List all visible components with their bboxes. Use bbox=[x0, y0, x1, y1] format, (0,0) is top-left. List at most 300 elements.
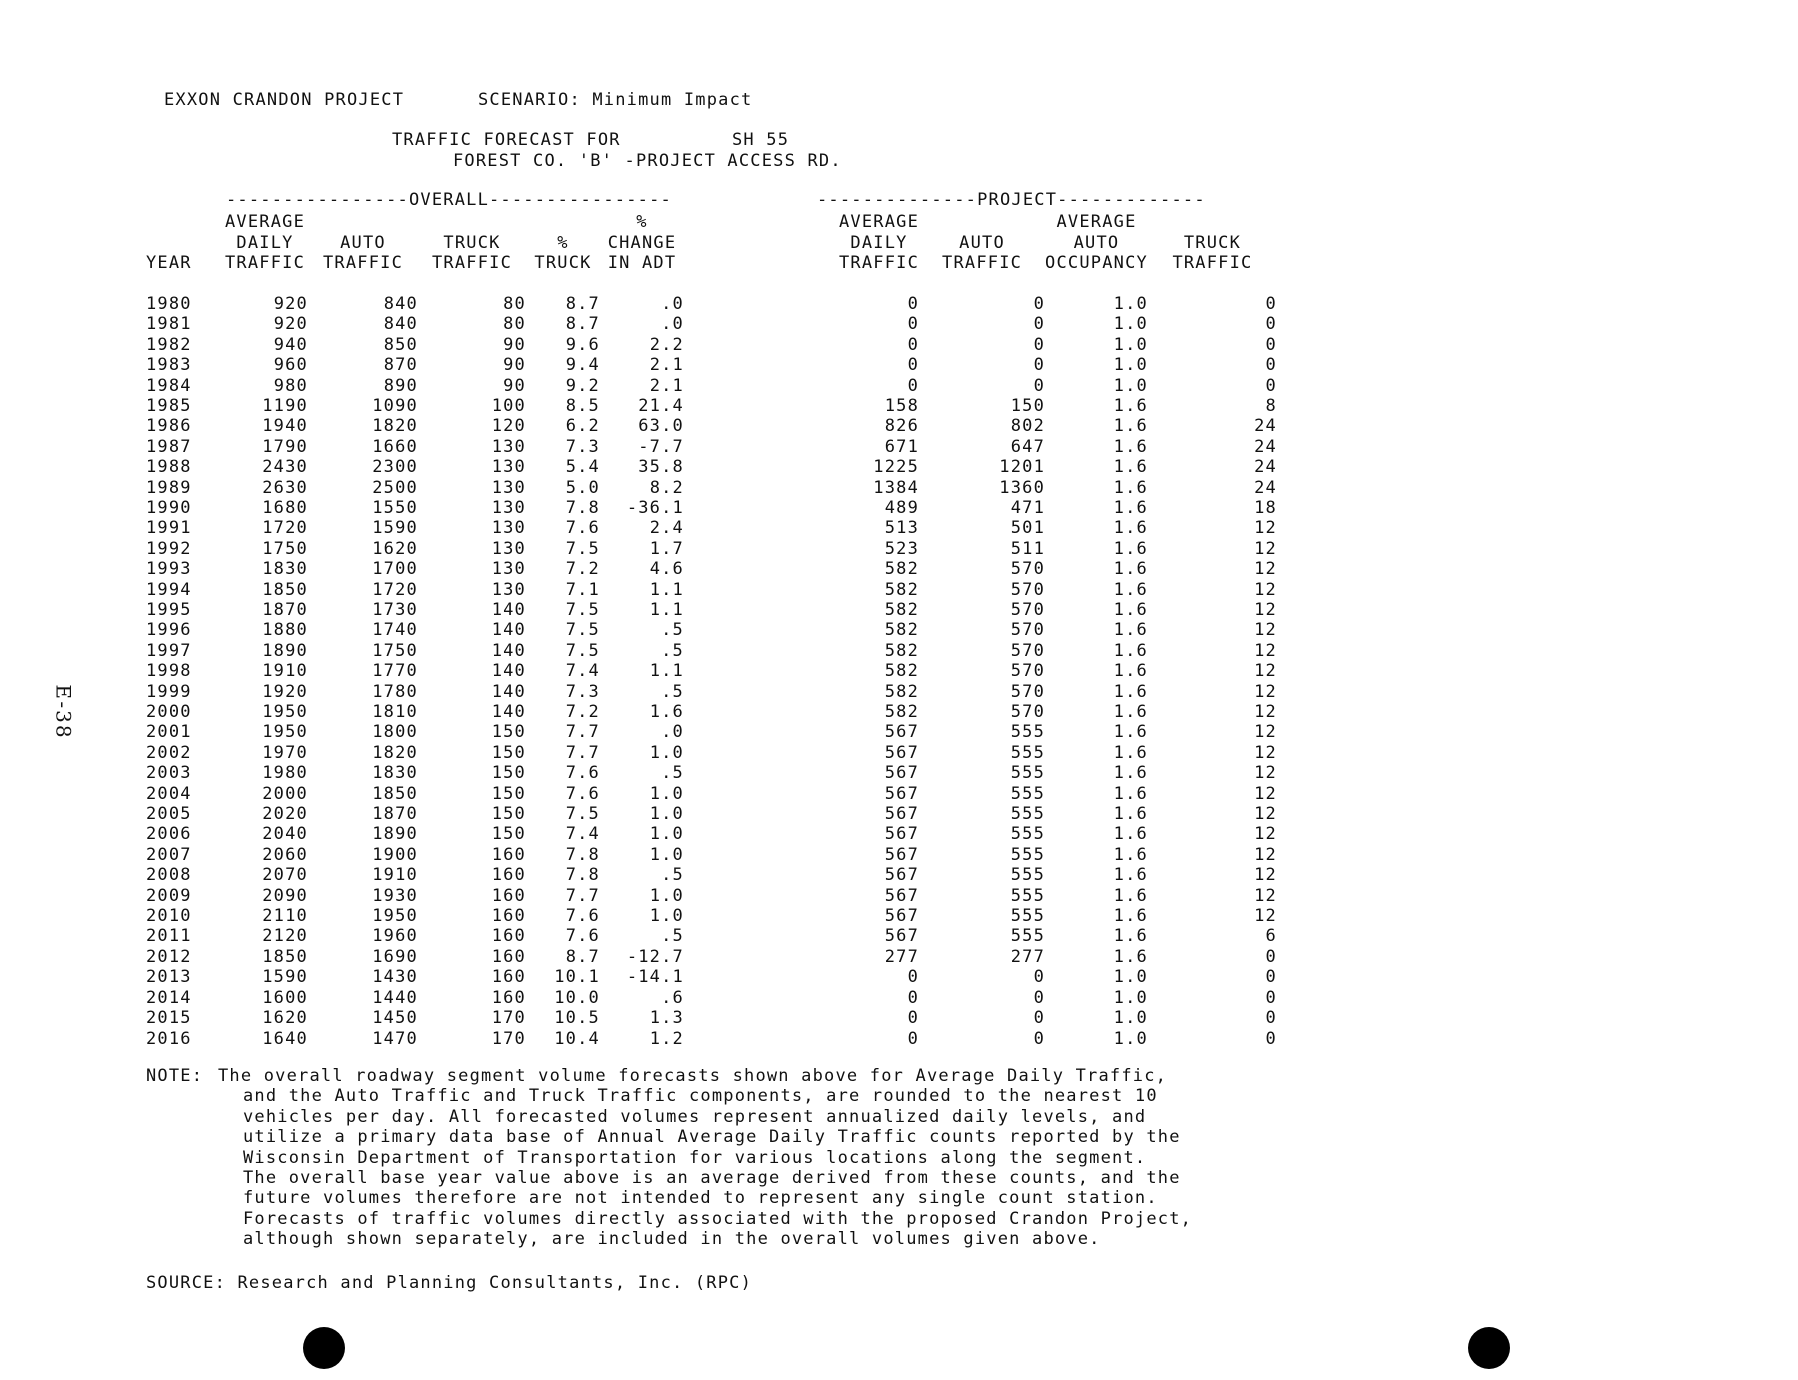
cell-adt: 1590 bbox=[262, 967, 308, 988]
cell-year: 2001 bbox=[146, 722, 192, 743]
cell-truck: 130 bbox=[491, 497, 526, 518]
cell-year: 2003 bbox=[146, 763, 192, 784]
cell-auto: 1730 bbox=[372, 599, 418, 620]
cell-year: 1993 bbox=[146, 559, 192, 580]
cell-year: 1988 bbox=[146, 457, 192, 478]
cell-auto: 1700 bbox=[372, 559, 418, 580]
cell-auto: 1950 bbox=[372, 906, 418, 927]
table-row bbox=[146, 947, 1277, 967]
cell-year: 2009 bbox=[146, 885, 192, 906]
cell-pct-truck: 7.7 bbox=[565, 885, 600, 906]
cell-project-adt: 489 bbox=[884, 497, 920, 518]
cell-year: 1999 bbox=[146, 681, 192, 702]
cell-adt: 2070 bbox=[262, 865, 308, 886]
cell-project-truck: 24 bbox=[1254, 436, 1277, 457]
cell-auto: 1850 bbox=[372, 783, 418, 804]
cell-pct-change: -7.7 bbox=[638, 436, 684, 457]
cell-pct-change: 1.1 bbox=[649, 599, 684, 620]
cell-adt: 1870 bbox=[262, 599, 308, 620]
cell-truck: 160 bbox=[491, 987, 526, 1008]
cell-truck: 160 bbox=[491, 946, 526, 967]
cell-adt: 1850 bbox=[262, 946, 308, 967]
cell-auto: 1470 bbox=[372, 1028, 418, 1049]
cell-project-adt: 567 bbox=[884, 763, 920, 784]
cell-project-adt: 582 bbox=[884, 620, 920, 641]
cell-project-auto: 511 bbox=[1010, 538, 1046, 559]
cell-adt: 980 bbox=[273, 375, 308, 396]
table-row bbox=[146, 661, 1277, 681]
cell-project-occupancy: 1.6 bbox=[1113, 620, 1148, 641]
cell-year: 1996 bbox=[146, 620, 192, 641]
cell-pct-change: 21.4 bbox=[638, 395, 684, 416]
table-row bbox=[146, 824, 1277, 844]
cell-project-truck: 12 bbox=[1254, 906, 1277, 927]
cell-project-occupancy: 1.6 bbox=[1113, 926, 1148, 947]
cell-project-truck: 0 bbox=[1265, 987, 1277, 1008]
cell-project-auto: 0 bbox=[1033, 375, 1046, 396]
cell-year: 1992 bbox=[146, 538, 192, 559]
cell-project-truck: 12 bbox=[1254, 640, 1277, 661]
cell-truck: 90 bbox=[503, 334, 526, 355]
cell-year: 2012 bbox=[146, 946, 192, 967]
table-row bbox=[146, 906, 1277, 926]
cell-adt: 1890 bbox=[262, 640, 308, 661]
cell-adt: 2040 bbox=[262, 824, 308, 845]
cell-project-auto: 555 bbox=[1010, 804, 1046, 825]
table-row bbox=[146, 376, 1277, 396]
cell-pct-truck: 7.8 bbox=[565, 497, 600, 518]
cell-project-truck: 0 bbox=[1265, 375, 1277, 396]
cell-pct-change: 1.2 bbox=[649, 1028, 684, 1049]
table-row bbox=[146, 355, 1277, 375]
cell-project-occupancy: 1.6 bbox=[1113, 559, 1148, 580]
cell-project-occupancy: 1.6 bbox=[1113, 661, 1148, 682]
cell-pct-change: 35.8 bbox=[638, 457, 684, 478]
note-body: and the Auto Traffic and Truck Traffic components, are rounded to the nearest 10 vehicles per day. All forecasted volumes represent annualized daily levels, and utilize a primary data base of Annual Average Daily Traffic counts reported by the Wisconsin Department of Transportation for various locations along the segment. The overall base year value above is an average derived from these counts, and the future volumes therefore are not intended to represent any single count station. Forecasts of traffic volumes directly associated with the proposed Crandon Project, although shown separately, are included in the overall volumes given above. bbox=[243, 1086, 1193, 1250]
table-row bbox=[146, 784, 1277, 804]
cell-project-truck: 24 bbox=[1254, 477, 1277, 498]
cell-project-adt: 0 bbox=[907, 987, 920, 1008]
cell-project-auto: 1360 bbox=[999, 477, 1046, 498]
cell-year: 2000 bbox=[146, 702, 192, 723]
side-page-number: E-38 bbox=[51, 684, 76, 740]
cell-pct-change: 1.0 bbox=[649, 844, 684, 865]
cell-auto: 840 bbox=[383, 314, 418, 335]
cell-project-truck: 0 bbox=[1265, 967, 1277, 988]
cell-project-occupancy: 1.6 bbox=[1113, 804, 1148, 825]
table-row bbox=[146, 763, 1277, 783]
cell-project-auto: 570 bbox=[1010, 702, 1046, 723]
cell-project-occupancy: 1.6 bbox=[1113, 824, 1148, 845]
cell-pct-change: 1.0 bbox=[649, 742, 684, 763]
cell-project-auto: 471 bbox=[1010, 497, 1046, 518]
cell-project-occupancy: 1.6 bbox=[1113, 885, 1148, 906]
cell-auto: 1930 bbox=[372, 885, 418, 906]
cell-project-occupancy: 1.0 bbox=[1113, 293, 1148, 314]
cell-project-adt: 567 bbox=[884, 865, 920, 886]
cell-pct-truck: 7.5 bbox=[565, 640, 600, 661]
table-row bbox=[146, 620, 1277, 640]
cell-pct-change: 2.2 bbox=[649, 334, 684, 355]
punch-hole-left bbox=[303, 1327, 345, 1369]
cell-truck: 140 bbox=[491, 640, 526, 661]
cell-project-adt: 567 bbox=[884, 844, 920, 865]
cell-pct-truck: 7.5 bbox=[565, 538, 600, 559]
cell-truck: 170 bbox=[491, 1008, 526, 1029]
cell-project-adt: 582 bbox=[884, 559, 920, 580]
cell-adt: 1970 bbox=[262, 742, 308, 763]
cell-project-auto: 570 bbox=[1010, 599, 1046, 620]
cell-project-adt: 0 bbox=[907, 293, 920, 314]
cell-pct-truck: 7.3 bbox=[565, 681, 600, 702]
cell-year: 1994 bbox=[146, 579, 192, 600]
route-label: SH 55 bbox=[732, 130, 790, 150]
cell-year: 1980 bbox=[146, 293, 192, 314]
cell-pct-change: 8.2 bbox=[649, 477, 684, 498]
source-line: SOURCE: Research and Planning Consultants, Inc. (RPC) bbox=[146, 1273, 753, 1293]
cell-pct-truck: 7.5 bbox=[565, 620, 600, 641]
cell-auto: 1870 bbox=[372, 804, 418, 825]
cell-year: 2005 bbox=[146, 804, 192, 825]
cell-truck: 140 bbox=[491, 702, 526, 723]
cell-pct-truck: 8.7 bbox=[565, 314, 600, 335]
cell-adt: 2020 bbox=[262, 804, 308, 825]
cell-project-adt: 582 bbox=[884, 681, 920, 702]
table-row bbox=[146, 457, 1277, 477]
cell-pct-truck: 7.7 bbox=[565, 722, 600, 743]
cell-truck: 130 bbox=[491, 457, 526, 478]
cell-project-auto: 0 bbox=[1033, 293, 1046, 314]
cell-project-adt: 0 bbox=[907, 1008, 920, 1029]
cell-pct-change: 2.4 bbox=[649, 518, 684, 539]
cell-project-auto: 1201 bbox=[999, 457, 1046, 478]
table-row bbox=[146, 682, 1277, 702]
cell-year: 2006 bbox=[146, 824, 192, 845]
cell-auto: 870 bbox=[383, 355, 418, 376]
cell-auto: 1830 bbox=[372, 763, 418, 784]
cell-project-occupancy: 1.0 bbox=[1113, 314, 1148, 335]
cell-year: 2007 bbox=[146, 844, 192, 865]
cell-project-adt: 1384 bbox=[873, 477, 920, 498]
cell-project-truck: 12 bbox=[1254, 538, 1277, 559]
cell-adt: 1640 bbox=[262, 1028, 308, 1049]
cell-project-adt: 0 bbox=[907, 334, 920, 355]
cell-truck: 150 bbox=[491, 722, 526, 743]
cell-pct-truck: 7.4 bbox=[565, 661, 600, 682]
cell-pct-change: 2.1 bbox=[649, 375, 684, 396]
cell-project-occupancy: 1.0 bbox=[1113, 375, 1148, 396]
cell-adt: 2060 bbox=[262, 844, 308, 865]
table-row bbox=[146, 600, 1277, 620]
cell-project-auto: 555 bbox=[1010, 844, 1046, 865]
cell-truck: 150 bbox=[491, 783, 526, 804]
cell-truck: 120 bbox=[491, 416, 526, 437]
cell-project-truck: 12 bbox=[1254, 661, 1277, 682]
cell-pct-change: -36.1 bbox=[626, 497, 684, 518]
cell-truck: 150 bbox=[491, 824, 526, 845]
table-row bbox=[146, 580, 1277, 600]
cell-project-adt: 582 bbox=[884, 579, 920, 600]
col-header-project-auto: AUTO TRAFFIC bbox=[942, 232, 1023, 273]
cell-project-adt: 523 bbox=[884, 538, 920, 559]
cell-year: 1995 bbox=[146, 599, 192, 620]
cell-auto: 1900 bbox=[372, 844, 418, 865]
cell-pct-change: 1.0 bbox=[649, 804, 684, 825]
cell-pct-truck: 7.1 bbox=[565, 579, 600, 600]
cell-year: 1991 bbox=[146, 518, 192, 539]
table-row bbox=[146, 478, 1277, 498]
cell-project-auto: 555 bbox=[1010, 865, 1046, 886]
cell-project-adt: 567 bbox=[884, 926, 920, 947]
cell-pct-truck: 7.2 bbox=[565, 559, 600, 580]
cell-project-truck: 12 bbox=[1254, 518, 1277, 539]
cell-project-occupancy: 1.6 bbox=[1113, 865, 1148, 886]
cell-auto: 890 bbox=[383, 375, 418, 396]
cell-truck: 160 bbox=[491, 885, 526, 906]
cell-project-auto: 0 bbox=[1033, 987, 1046, 1008]
cell-project-adt: 0 bbox=[907, 375, 920, 396]
cell-auto: 850 bbox=[383, 334, 418, 355]
cell-project-truck: 12 bbox=[1254, 885, 1277, 906]
cell-pct-change: .5 bbox=[661, 681, 684, 702]
table-row bbox=[146, 886, 1277, 906]
cell-pct-truck: 8.7 bbox=[565, 293, 600, 314]
cell-project-truck: 12 bbox=[1254, 742, 1277, 763]
cell-project-truck: 12 bbox=[1254, 783, 1277, 804]
cell-pct-truck: 7.6 bbox=[565, 763, 600, 784]
cell-project-adt: 582 bbox=[884, 599, 920, 620]
cell-pct-truck: 10.4 bbox=[554, 1028, 600, 1049]
cell-truck: 150 bbox=[491, 742, 526, 763]
cell-adt: 1720 bbox=[262, 518, 308, 539]
cell-project-adt: 158 bbox=[884, 395, 920, 416]
cell-project-truck: 12 bbox=[1254, 599, 1277, 620]
cell-truck: 130 bbox=[491, 579, 526, 600]
cell-year: 2016 bbox=[146, 1028, 192, 1049]
cell-pct-change: .5 bbox=[661, 926, 684, 947]
cell-pct-change: 63.0 bbox=[638, 416, 684, 437]
cell-pct-change: .5 bbox=[661, 865, 684, 886]
cell-auto: 1800 bbox=[372, 722, 418, 743]
table-row bbox=[146, 1029, 1277, 1049]
cell-project-auto: 0 bbox=[1033, 355, 1046, 376]
cell-project-truck: 0 bbox=[1265, 946, 1277, 967]
cell-year: 1981 bbox=[146, 314, 192, 335]
cell-project-auto: 570 bbox=[1010, 559, 1046, 580]
cell-project-auto: 570 bbox=[1010, 661, 1046, 682]
table-header-row bbox=[146, 212, 1277, 274]
cell-year: 2015 bbox=[146, 1008, 192, 1029]
cell-pct-change: 2.1 bbox=[649, 355, 684, 376]
cell-auto: 1960 bbox=[372, 926, 418, 947]
cell-project-occupancy: 1.6 bbox=[1113, 599, 1148, 620]
cell-adt: 2090 bbox=[262, 885, 308, 906]
cell-truck: 90 bbox=[503, 355, 526, 376]
cell-year: 1989 bbox=[146, 477, 192, 498]
cell-project-truck: 0 bbox=[1265, 1028, 1277, 1049]
cell-pct-change: 1.1 bbox=[649, 579, 684, 600]
cell-adt: 1680 bbox=[262, 497, 308, 518]
cell-project-auto: 555 bbox=[1010, 783, 1046, 804]
cell-project-adt: 567 bbox=[884, 906, 920, 927]
cell-adt: 1600 bbox=[262, 987, 308, 1008]
cell-project-auto: 0 bbox=[1033, 314, 1046, 335]
table-row bbox=[146, 967, 1277, 987]
cell-pct-change: -12.7 bbox=[626, 946, 684, 967]
cell-project-occupancy: 1.6 bbox=[1113, 538, 1148, 559]
cell-pct-change: .0 bbox=[661, 722, 684, 743]
cell-pct-change: 4.6 bbox=[649, 559, 684, 580]
table-row bbox=[146, 294, 1277, 314]
cell-year: 1984 bbox=[146, 375, 192, 396]
cell-truck: 80 bbox=[503, 293, 526, 314]
cell-project-occupancy: 1.6 bbox=[1113, 844, 1148, 865]
cell-adt: 1920 bbox=[262, 681, 308, 702]
cell-year: 1987 bbox=[146, 436, 192, 457]
cell-auto: 1660 bbox=[372, 436, 418, 457]
cell-project-adt: 0 bbox=[907, 314, 920, 335]
cell-project-occupancy: 1.6 bbox=[1113, 579, 1148, 600]
cell-project-auto: 555 bbox=[1010, 742, 1046, 763]
col-header-adt: AVERAGE DAILY TRAFFIC bbox=[224, 212, 306, 273]
cell-auto: 1780 bbox=[372, 681, 418, 702]
cell-project-auto: 570 bbox=[1010, 579, 1046, 600]
cell-auto: 1450 bbox=[372, 1008, 418, 1029]
cell-pct-truck: 5.0 bbox=[565, 477, 600, 498]
col-header-year: YEAR bbox=[146, 253, 192, 273]
cell-project-auto: 555 bbox=[1010, 824, 1046, 845]
cell-auto: 1090 bbox=[372, 395, 418, 416]
cell-pct-truck: 7.5 bbox=[565, 804, 600, 825]
project-group-header: --------------PROJECT------------- bbox=[817, 190, 1206, 210]
cell-project-occupancy: 1.0 bbox=[1113, 334, 1148, 355]
cell-adt: 1980 bbox=[262, 763, 308, 784]
cell-truck: 160 bbox=[491, 844, 526, 865]
cell-year: 2011 bbox=[146, 926, 192, 947]
cell-auto: 1550 bbox=[372, 497, 418, 518]
cell-adt: 920 bbox=[273, 314, 308, 335]
cell-project-truck: 0 bbox=[1265, 355, 1277, 376]
cell-project-auto: 0 bbox=[1033, 334, 1046, 355]
cell-project-adt: 567 bbox=[884, 742, 920, 763]
cell-year: 2010 bbox=[146, 906, 192, 927]
cell-pct-change: 1.6 bbox=[649, 702, 684, 723]
cell-project-occupancy: 1.0 bbox=[1113, 1008, 1148, 1029]
cell-truck: 160 bbox=[491, 926, 526, 947]
cell-truck: 160 bbox=[491, 967, 526, 988]
cell-project-truck: 12 bbox=[1254, 620, 1277, 641]
project-title: EXXON CRANDON PROJECT bbox=[164, 90, 405, 110]
cell-year: 1982 bbox=[146, 334, 192, 355]
cell-project-auto: 555 bbox=[1010, 885, 1046, 906]
cell-pct-truck: 7.8 bbox=[565, 865, 600, 886]
cell-truck: 150 bbox=[491, 763, 526, 784]
cell-project-truck: 12 bbox=[1254, 681, 1277, 702]
col-header-pct-change: % CHANGE IN ADT bbox=[607, 212, 677, 273]
cell-project-occupancy: 1.6 bbox=[1113, 457, 1148, 478]
table-row bbox=[146, 498, 1277, 518]
cell-adt: 1830 bbox=[262, 559, 308, 580]
cell-project-truck: 12 bbox=[1254, 702, 1277, 723]
cell-project-occupancy: 1.6 bbox=[1113, 640, 1148, 661]
table-row bbox=[146, 865, 1277, 885]
cell-pct-change: .5 bbox=[661, 620, 684, 641]
cell-project-truck: 24 bbox=[1254, 457, 1277, 478]
cell-pct-truck: 7.6 bbox=[565, 926, 600, 947]
table-body bbox=[146, 294, 1277, 1049]
cell-project-occupancy: 1.6 bbox=[1113, 763, 1148, 784]
cell-truck: 140 bbox=[491, 620, 526, 641]
cell-project-truck: 12 bbox=[1254, 559, 1277, 580]
cell-auto: 1430 bbox=[372, 967, 418, 988]
cell-project-occupancy: 1.6 bbox=[1113, 681, 1148, 702]
cell-auto: 1690 bbox=[372, 946, 418, 967]
cell-pct-truck: 8.5 bbox=[565, 395, 600, 416]
col-header-truck: TRUCK TRAFFIC bbox=[431, 232, 513, 273]
cell-truck: 130 bbox=[491, 518, 526, 539]
cell-adt: 940 bbox=[273, 334, 308, 355]
cell-project-auto: 647 bbox=[1010, 436, 1046, 457]
cell-auto: 1820 bbox=[372, 416, 418, 437]
cell-pct-change: 1.0 bbox=[649, 906, 684, 927]
cell-project-auto: 802 bbox=[1010, 416, 1046, 437]
col-header-pct-truck: % TRUCK bbox=[534, 232, 592, 273]
cell-year: 2014 bbox=[146, 987, 192, 1008]
cell-year: 1986 bbox=[146, 416, 192, 437]
cell-project-occupancy: 1.6 bbox=[1113, 946, 1148, 967]
cell-pct-change: 1.1 bbox=[649, 661, 684, 682]
cell-year: 1998 bbox=[146, 661, 192, 682]
cell-adt: 2000 bbox=[262, 783, 308, 804]
cell-pct-change: 1.0 bbox=[649, 783, 684, 804]
cell-project-occupancy: 1.6 bbox=[1113, 906, 1148, 927]
cell-pct-truck: 7.6 bbox=[565, 783, 600, 804]
forecast-title-line2: FOREST CO. 'B' -PROJECT ACCESS RD. bbox=[453, 151, 842, 171]
table-row bbox=[146, 1008, 1277, 1028]
col-header-project-truck: TRUCK TRAFFIC bbox=[1172, 232, 1253, 273]
cell-pct-change: .0 bbox=[661, 314, 684, 335]
cell-pct-truck: 7.2 bbox=[565, 702, 600, 723]
table-row bbox=[146, 743, 1277, 763]
cell-truck: 90 bbox=[503, 375, 526, 396]
cell-project-truck: 12 bbox=[1254, 804, 1277, 825]
cell-truck: 130 bbox=[491, 436, 526, 457]
cell-project-auto: 0 bbox=[1033, 1028, 1046, 1049]
cell-truck: 80 bbox=[503, 314, 526, 335]
cell-project-truck: 24 bbox=[1254, 416, 1277, 437]
cell-project-adt: 567 bbox=[884, 722, 920, 743]
cell-project-occupancy: 1.0 bbox=[1113, 355, 1148, 376]
cell-year: 2002 bbox=[146, 742, 192, 763]
cell-project-auto: 570 bbox=[1010, 620, 1046, 641]
cell-adt: 1950 bbox=[262, 702, 308, 723]
cell-pct-truck: 9.6 bbox=[565, 334, 600, 355]
cell-auto: 1620 bbox=[372, 538, 418, 559]
cell-project-occupancy: 1.6 bbox=[1113, 416, 1148, 437]
cell-pct-truck: 10.0 bbox=[554, 987, 600, 1008]
cell-project-auto: 555 bbox=[1010, 906, 1046, 927]
col-header-auto: AUTO TRAFFIC bbox=[322, 232, 404, 273]
cell-auto: 1770 bbox=[372, 661, 418, 682]
traffic-forecast-table bbox=[146, 212, 1277, 1049]
cell-pct-change: -14.1 bbox=[626, 967, 684, 988]
cell-truck: 140 bbox=[491, 599, 526, 620]
cell-project-adt: 567 bbox=[884, 824, 920, 845]
cell-adt: 1950 bbox=[262, 722, 308, 743]
cell-year: 1983 bbox=[146, 355, 192, 376]
cell-project-adt: 0 bbox=[907, 1028, 920, 1049]
cell-project-auto: 555 bbox=[1010, 763, 1046, 784]
